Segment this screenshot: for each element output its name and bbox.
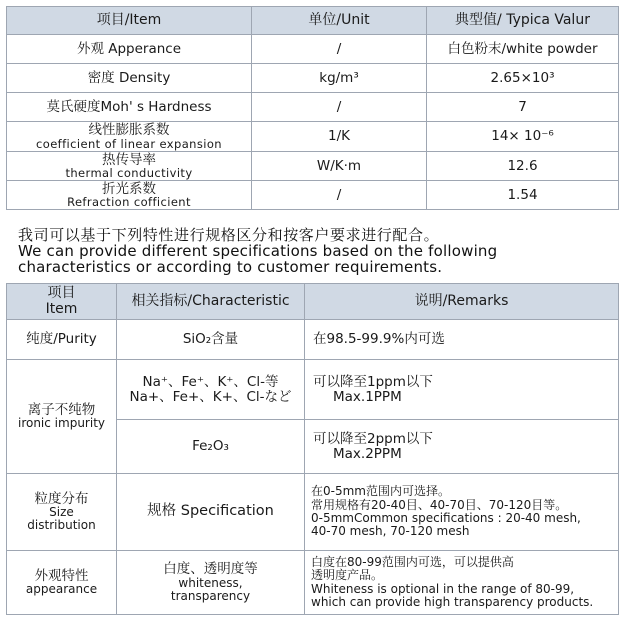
table-row — [7, 122, 619, 152]
table-row — [7, 93, 619, 122]
purity-characteristic: SiO₂含量 — [117, 320, 305, 360]
table-row — [7, 35, 619, 64]
row-value: 14× 10⁻⁶ — [427, 122, 619, 152]
row-item: 外观 Apperance — [7, 35, 252, 64]
row-item — [7, 181, 252, 210]
header-item: 项目/Item — [7, 7, 252, 35]
ionic-item-zh: 离子不纯物 — [27, 401, 96, 418]
ionic-char-jp: Na+、Fe+、K+、Cl-など — [129, 388, 292, 405]
ionic-item-en: ironic impurity — [17, 416, 106, 431]
purity-item: 纯度/Purity — [7, 320, 117, 360]
ionic-remark-2-en: Max.2PPM — [333, 445, 402, 462]
header-item-en: Item — [45, 300, 78, 317]
table-row — [7, 181, 619, 210]
appearance-char-en-2: transparency — [170, 588, 251, 603]
row-unit: 1/K — [252, 122, 427, 152]
row-value: 2.65×10³ — [427, 64, 619, 93]
row-item — [7, 122, 252, 152]
table-row — [7, 320, 619, 360]
ionic-char-zh: Na⁺、Fe⁺、K⁺、Cl-等 — [142, 373, 279, 390]
size-remark-4: 40-70 mesh, 70-120 mesh — [311, 524, 470, 539]
size-remark — [305, 474, 619, 551]
header-remarks: 说明/Remarks — [305, 284, 619, 320]
row-unit: W/K·m — [252, 152, 427, 181]
appearance-remark-4: which can provide high transparency products. — [311, 594, 594, 609]
row-value: 白色粉末/white powder — [427, 35, 619, 64]
intro-paragraph — [18, 228, 618, 275]
size-item — [7, 474, 117, 551]
row-unit: kg/m³ — [252, 64, 427, 93]
row-item-en: coefficient of linear expansion — [36, 136, 222, 151]
appearance-remark — [305, 551, 619, 615]
ionic-characteristic-2: Fe₂O₃ — [117, 420, 305, 474]
appearance-remark-3: Whiteness is optional in the range of 80-99, — [311, 581, 575, 596]
appearance-item-zh: 外观特性 — [34, 567, 89, 584]
table-row — [7, 551, 619, 615]
intro-zh: 我司可以基于下列特性进行规格区分和按客户要求进行配合。 — [18, 226, 440, 244]
row-item-en: Refraction cofficient — [67, 195, 191, 210]
table-row — [7, 152, 619, 181]
specifications-table — [6, 283, 619, 615]
purity-remark: 在98.5-99.9%内可选 — [305, 320, 619, 360]
row-value: 12.6 — [427, 152, 619, 181]
ionic-remark-2 — [305, 420, 619, 474]
size-item-zh: 粒度分布 — [34, 490, 89, 507]
row-value: 1.54 — [427, 181, 619, 210]
size-remark-2: 常用规格有20-40目、40-70目、70-120目等。 — [311, 497, 568, 512]
properties-table — [6, 6, 619, 210]
row-item — [7, 152, 252, 181]
appearance-char-en-1: whiteness, — [178, 575, 243, 590]
ionic-remark-2-zh: 可以降至2ppm以下 — [313, 430, 433, 447]
table-row — [7, 474, 619, 551]
row-value: 7 — [427, 93, 619, 122]
intro-en-line1: We can provide different specifications based on the following — [18, 241, 498, 260]
row-item: 密度 Density — [7, 64, 252, 93]
header-item — [7, 284, 117, 320]
size-characteristic: 规格 Specification — [117, 474, 305, 551]
table-row — [7, 360, 619, 420]
row-item-zh: 折光系数 — [102, 180, 156, 197]
row-item-en: thermal conductivity — [65, 166, 193, 181]
ionic-item — [7, 360, 117, 474]
appearance-remark-2: 透明度产品。 — [311, 568, 384, 583]
appearance-item-en: appearance — [25, 582, 98, 597]
row-item: 莫氏硬度Moh' s Hardness — [7, 93, 252, 122]
row-unit: / — [252, 93, 427, 122]
ionic-remark-1 — [305, 360, 619, 420]
header-unit: 单位/Unit — [252, 7, 427, 35]
row-item-zh: 热传导率 — [102, 151, 156, 168]
table-row — [7, 64, 619, 93]
row-unit: / — [252, 35, 427, 64]
appearance-item — [7, 551, 117, 615]
ionic-characteristic-1 — [117, 360, 305, 420]
spec-header-row — [7, 284, 619, 320]
appearance-char-zh: 白度、透明度等 — [163, 561, 258, 578]
size-remark-3: 0-5mmCommon specifications : 20-40 mesh, — [311, 511, 581, 525]
header-item-zh: 项目 — [47, 285, 76, 302]
intro-en-line2: characteristics or according to customer requirements. — [18, 257, 443, 276]
appearance-remark-1: 白度在80-99范围内可选，可以提供高 — [311, 554, 514, 569]
header-value: 典型值/ Typica Valur — [427, 7, 619, 35]
size-item-en-1: Size — [49, 505, 74, 520]
size-remark-1: 在0-5mm范围内可选择。 — [311, 484, 450, 499]
row-unit: / — [252, 181, 427, 210]
ionic-remark-1-en: Max.1PPM — [333, 388, 402, 405]
size-item-en-2: distribution — [27, 518, 96, 533]
appearance-characteristic — [117, 551, 305, 615]
properties-header-row — [7, 7, 619, 35]
header-characteristic: 相关指标/Characteristic — [117, 284, 305, 320]
row-item-zh: 线性膨胀系数 — [88, 122, 170, 138]
ionic-remark-1-zh: 可以降至1ppm以下 — [313, 373, 433, 390]
